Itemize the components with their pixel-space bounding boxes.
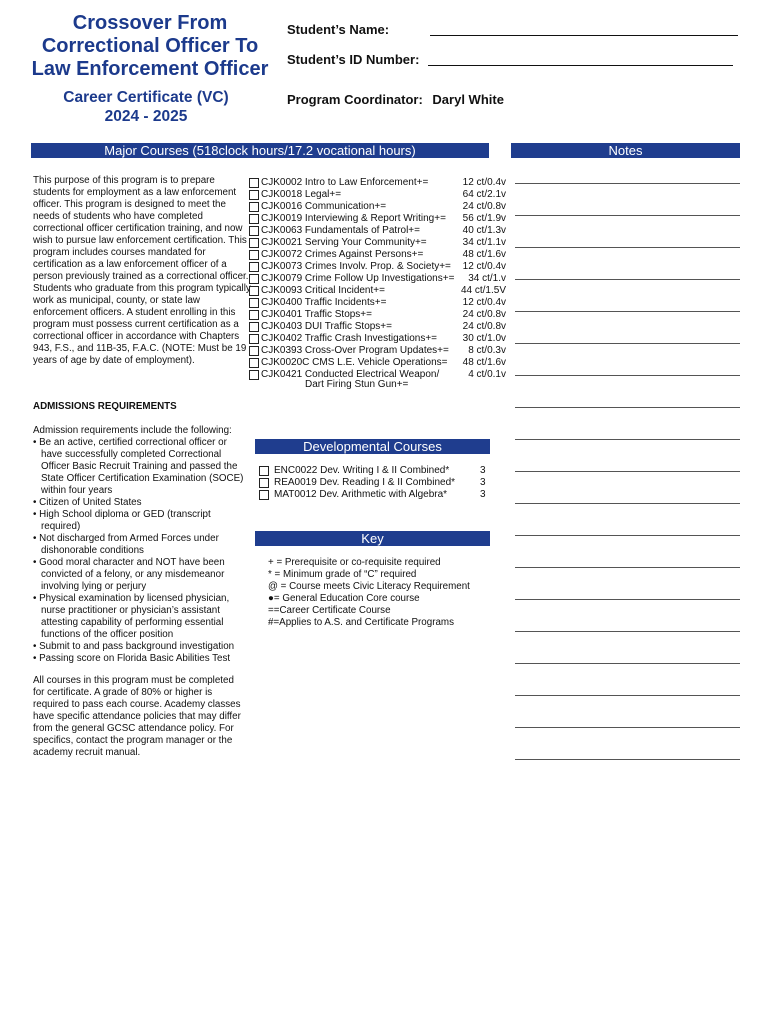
- title-line-1: Crossover From: [72, 12, 228, 34]
- dev-course-credit: 3: [480, 465, 486, 476]
- key-item: * = Minimum grade of “C” required: [268, 569, 417, 580]
- course-checkbox[interactable]: [249, 238, 259, 248]
- course-checkbox[interactable]: [249, 334, 259, 344]
- coordinator-name: Daryl White: [432, 92, 504, 107]
- dev-course-name: MAT0012 Dev. Arithmetic with Algebra*: [274, 489, 448, 500]
- note-line[interactable]: [515, 279, 740, 280]
- course-credit: 40 ct/1.3v: [462, 225, 506, 236]
- note-line[interactable]: [515, 631, 740, 632]
- dev-course-credit: 3: [480, 489, 486, 500]
- title-line-2: Correctional Officer To: [41, 35, 259, 57]
- developmental-courses-header: Developmental Courses: [255, 439, 490, 454]
- student-id-label: Student’s ID Number:: [287, 52, 420, 67]
- course-row: [249, 321, 392, 333]
- course-name: CJK0016 Communication+=: [261, 201, 387, 212]
- note-line[interactable]: [515, 375, 740, 376]
- note-line[interactable]: [515, 535, 740, 536]
- course-name: CJK0400 Traffic Incidents+=: [261, 297, 387, 308]
- course-checkbox[interactable]: [249, 310, 259, 320]
- course-row: [249, 309, 372, 321]
- course-credit: 48 ct/1.6v: [462, 249, 506, 260]
- program-title: [0, 12, 300, 81]
- title-line-3: Law Enforcement Officer: [31, 58, 269, 80]
- course-checkbox[interactable]: [249, 358, 259, 368]
- dev-course-row: [259, 489, 447, 501]
- course-credit: 30 ct/1.0v: [462, 333, 506, 344]
- admission-requirement: • Good moral character and NOT have been convicted of a felony, or any misdemeanor involving lying or perjury: [33, 557, 225, 592]
- course-row: [249, 237, 427, 249]
- course-credit: 34 ct/1.1v: [462, 237, 506, 248]
- admission-requirement: • Not discharged from Armed Forces under dishonorable conditions: [33, 533, 219, 556]
- coordinator-label: [287, 92, 504, 107]
- course-credit: 12 ct/0.4v: [462, 297, 506, 308]
- course-checkbox[interactable]: [249, 226, 259, 236]
- dev-course-name: ENC0022 Dev. Writing I & II Combined*: [274, 465, 450, 476]
- course-checkbox[interactable]: [249, 370, 259, 380]
- notes-header: Notes: [511, 143, 740, 158]
- course-checkbox[interactable]: [249, 286, 259, 296]
- coordinator-label-text: Program Coordinator:: [287, 92, 423, 107]
- program-description: This purpose of this program is to prepare students for employment as a law enforcement officer. This program is designed to meet the needs of students who have completed correctional officer certification training, and now wish to pursue law enforcement certification. This program includes courses mandated for certification as a law enforcement officer of a person previously trained as a correctional officer. Students who graduate from this program typically work as municipal, county, or state law enforcement officers. A student enrolling in this program must possess current certification as a correctional officer in accordance with Chapters 943, F.S., and 11B-35, F.A.C. (NOTE: Must be 19 years of age by date of employment).: [33, 175, 251, 366]
- course-checkbox[interactable]: [249, 322, 259, 332]
- course-row: [249, 177, 428, 189]
- admissions-intro: Admission requirements include the following:: [33, 425, 232, 436]
- course-name: CJK0020C CMS L.E. Vehicle Operations=: [261, 357, 448, 368]
- course-row: [249, 297, 386, 309]
- major-courses-header: Major Courses (518clock hours/17.2 vocational hours): [31, 143, 489, 158]
- course-checkbox[interactable]: [249, 262, 259, 272]
- course-continuation: Dart Firing Stun Gun+=: [305, 379, 409, 390]
- key-item: @ = Course meets Civic Literacy Requirement: [268, 581, 470, 592]
- course-credit: 24 ct/0.8v: [462, 201, 506, 212]
- admissions-header: ADMISSIONS REQUIREMENTS: [33, 401, 177, 412]
- note-line[interactable]: [515, 599, 740, 600]
- dev-course-credit: 3: [480, 477, 486, 488]
- course-name: CJK0072 Crimes Against Persons+=: [261, 249, 424, 260]
- note-line[interactable]: [515, 567, 740, 568]
- course-name: CJK0093 Critical Incident+=: [261, 285, 385, 296]
- course-name: CJK0002 Intro to Law Enforcement+=: [261, 177, 429, 188]
- course-credit: 56 ct/1.9v: [462, 213, 506, 224]
- course-credit: 48 ct/1.6v: [462, 357, 506, 368]
- note-line[interactable]: [515, 311, 740, 312]
- course-row: [249, 213, 446, 225]
- course-checkbox[interactable]: [249, 298, 259, 308]
- admission-requirement: • High School diploma or GED (transcript required): [33, 509, 211, 532]
- course-credit: 8 ct/0.3v: [468, 345, 506, 356]
- dev-course-checkbox[interactable]: [259, 490, 269, 500]
- note-line[interactable]: [515, 503, 740, 504]
- dev-course-name: REA0019 Dev. Reading I & II Combined*: [274, 477, 456, 488]
- certificate-subtitle: [26, 88, 266, 126]
- course-checkbox[interactable]: [249, 190, 259, 200]
- admission-requirement: • Submit to and pass background investigation: [33, 641, 235, 652]
- course-checkbox[interactable]: [249, 274, 259, 284]
- note-line[interactable]: [515, 247, 740, 248]
- course-credit: 24 ct/0.8v: [462, 309, 506, 320]
- course-row: [249, 333, 437, 345]
- course-credit: 12 ct/0.4v: [462, 177, 506, 188]
- course-row: [249, 249, 423, 261]
- key-item: ●= General Education Core course: [268, 593, 420, 604]
- admission-requirement: • Be an active, certified correctional officer or have successfully completed Correctional Officer Basic Recruit Training and passed the State Officer Certification Examination (SOCE) within four years: [33, 437, 244, 496]
- course-name: CJK0401 Traffic Stops+=: [261, 309, 372, 320]
- note-line[interactable]: [515, 663, 740, 664]
- course-row: [249, 189, 341, 201]
- key-item: ==Career Certificate Course: [268, 605, 391, 616]
- dev-course-checkbox[interactable]: [259, 466, 269, 476]
- course-credit: 12 ct/0.4v: [462, 261, 506, 272]
- course-name: CJK0019 Interviewing & Report Writing+=: [261, 213, 446, 224]
- subtitle-line-1: Career Certificate (VC): [63, 89, 229, 106]
- note-line[interactable]: [515, 183, 740, 184]
- course-name: CJK0402 Traffic Crash Investigations+=: [261, 333, 438, 344]
- course-checkbox[interactable]: [249, 346, 259, 356]
- course-name: CJK0403 DUI Traffic Stops+=: [261, 321, 392, 332]
- note-line[interactable]: [515, 439, 740, 440]
- course-row: [249, 273, 454, 285]
- course-name: CJK0079 Crime Follow Up Investigations+=: [261, 273, 455, 284]
- note-line[interactable]: [515, 407, 740, 408]
- subtitle-year: 2024 - 2025: [104, 108, 188, 125]
- course-name: CJK0018 Legal+=: [261, 189, 342, 200]
- admission-requirement: • Citizen of United States: [33, 497, 142, 508]
- course-checkbox[interactable]: [249, 250, 259, 260]
- dev-course-row: [259, 477, 455, 489]
- course-row: [249, 225, 420, 237]
- note-line[interactable]: [515, 215, 740, 216]
- admission-requirement: • Passing score on Florida Basic Abilities Test: [33, 653, 231, 664]
- course-checkbox[interactable]: [249, 214, 259, 224]
- key-item: + = Prerequisite or co-requisite required: [268, 557, 441, 568]
- course-credit: 44 ct/1.5V: [460, 285, 506, 296]
- key-header: Key: [255, 531, 490, 546]
- note-line[interactable]: [515, 343, 740, 344]
- note-line[interactable]: [515, 759, 740, 760]
- course-checkbox[interactable]: [249, 202, 259, 212]
- completion-policy: All courses in this program must be completed for certificate. A grade of 80% or higher is required to pass each course. Academy classes have specific attendance policies that may differ from the general GCSC attendance policy. For specifics, contact the program manager or the academy recruit manual.: [33, 675, 241, 758]
- course-name: CJK0393 Cross-Over Program Updates+=: [261, 345, 449, 356]
- course-row: [249, 261, 451, 273]
- student-name-field[interactable]: [430, 35, 738, 36]
- note-line[interactable]: [515, 727, 740, 728]
- course-credit: 4 ct/0.1v: [468, 369, 506, 380]
- key-item: #=Applies to A.S. and Certificate Programs: [268, 617, 454, 628]
- course-name: CJK0073 Crimes Involv. Prop. & Society+=: [261, 261, 451, 272]
- course-name: CJK0063 Fundamentals of Patrol+=: [261, 225, 420, 236]
- admissions-list: [33, 437, 245, 665]
- admission-requirement: • Physical examination by licensed physician, nurse practitioner or physician’s assistant attesting capability of performing essential functions of the officer position: [33, 593, 230, 640]
- course-row: [249, 357, 447, 369]
- course-row: [249, 201, 386, 213]
- course-row: [249, 345, 449, 357]
- student-id-field[interactable]: [428, 65, 733, 66]
- course-credit: 24 ct/0.8v: [462, 321, 506, 332]
- course-name: CJK0421 Conducted Electrical Weapon/: [261, 369, 440, 380]
- dev-course-row: [259, 465, 449, 477]
- note-line[interactable]: [515, 695, 740, 696]
- student-name-label: Student’s Name:: [287, 22, 390, 37]
- course-row: [249, 285, 385, 297]
- course-name: CJK0021 Serving Your Community+=: [261, 237, 427, 248]
- course-credit: 34 ct/1.v: [468, 273, 506, 284]
- course-checkbox[interactable]: [249, 178, 259, 188]
- admissions-section: [33, 425, 245, 665]
- course-credit: 64 ct/2.1v: [462, 189, 506, 200]
- dev-course-checkbox[interactable]: [259, 478, 269, 488]
- note-line[interactable]: [515, 471, 740, 472]
